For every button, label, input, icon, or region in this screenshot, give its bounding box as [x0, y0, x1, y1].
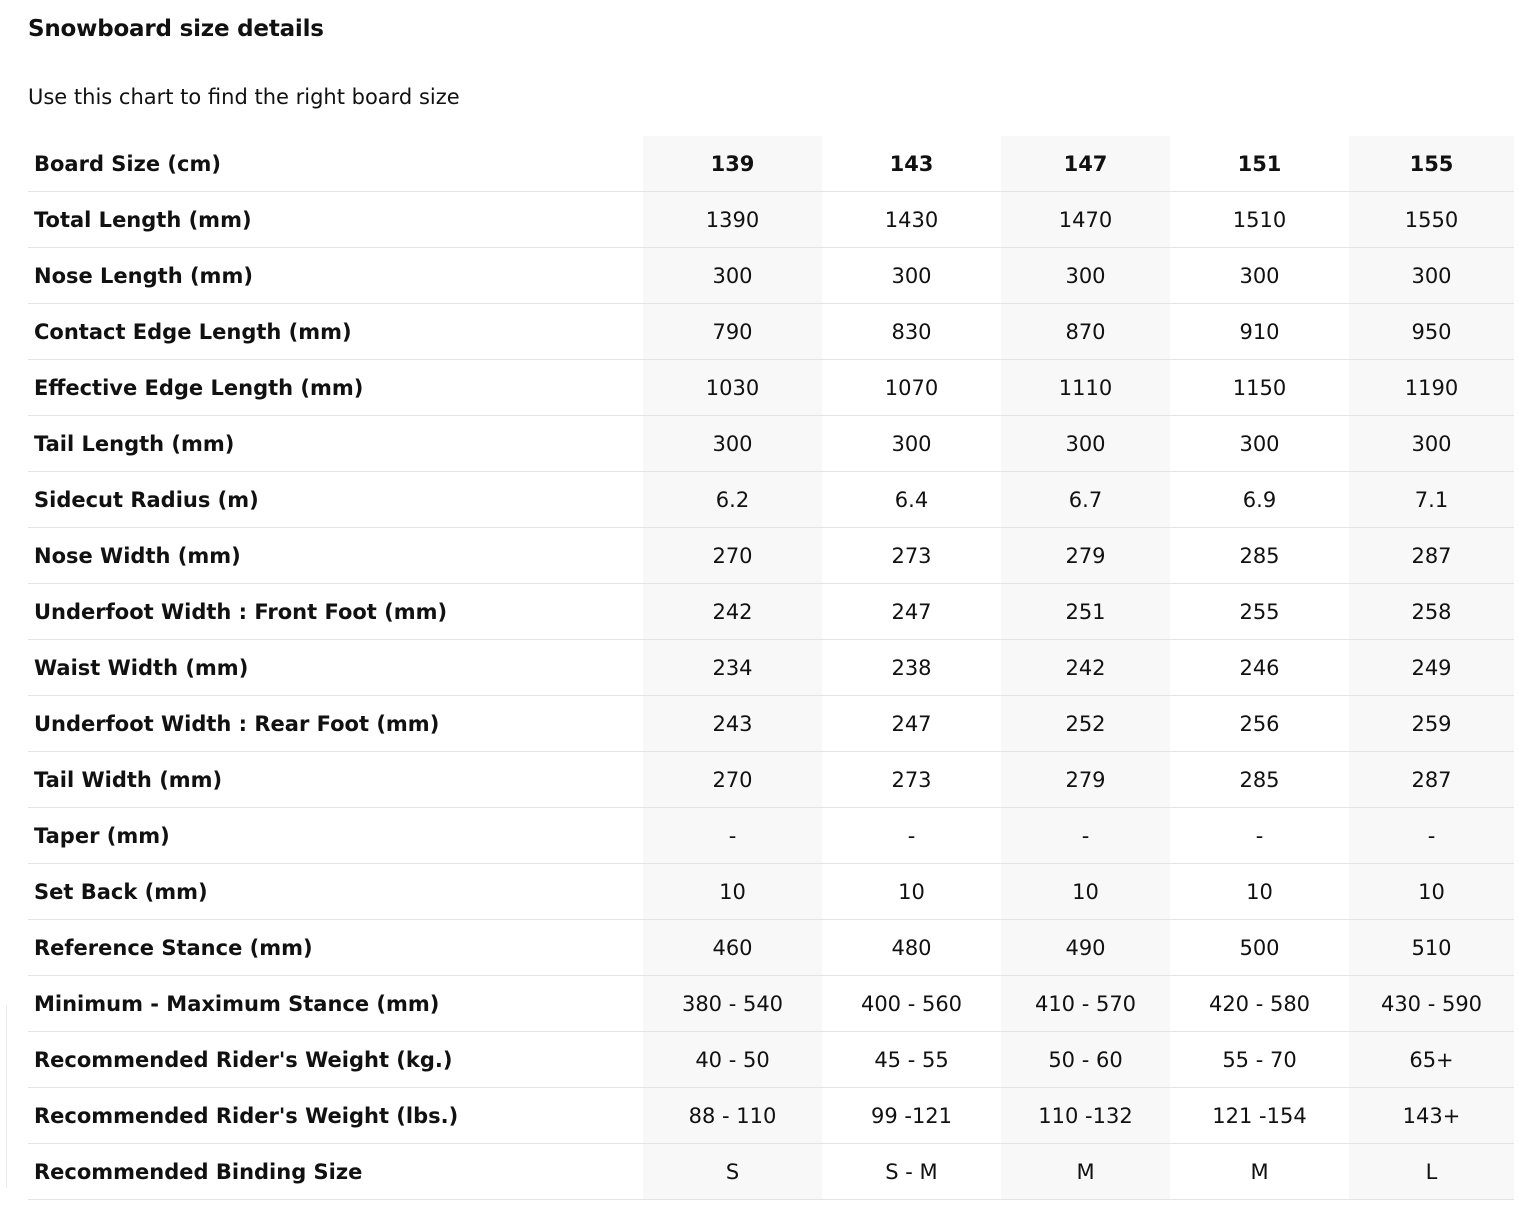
- value-cell: 1030: [643, 360, 822, 416]
- table-row: [28, 1088, 1514, 1144]
- value-cell: 500: [1170, 920, 1349, 976]
- value-cell: 279: [1001, 528, 1170, 584]
- value-cell: 255: [1170, 584, 1349, 640]
- value-cell: 1190: [1349, 360, 1514, 416]
- row-label: Contact Edge Length (mm): [28, 304, 643, 360]
- value-cell: 300: [1349, 416, 1514, 472]
- row-label: Sidecut Radius (m): [28, 472, 643, 528]
- row-label: Tail Width (mm): [28, 752, 643, 808]
- table-row: [28, 248, 1514, 304]
- row-label: Underfoot Width : Rear Foot (mm): [28, 696, 643, 752]
- value-cell: 510: [1349, 920, 1514, 976]
- value-cell: 1390: [643, 192, 822, 248]
- value-cell: 65+: [1349, 1032, 1514, 1088]
- table-body: [28, 192, 1514, 1200]
- value-cell: 1430: [822, 192, 1001, 248]
- value-cell: 247: [822, 584, 1001, 640]
- value-cell: 870: [1001, 304, 1170, 360]
- value-cell: 1110: [1001, 360, 1170, 416]
- value-cell: L: [1349, 1144, 1514, 1200]
- page-subtitle: Use this chart to find the right board size: [28, 85, 460, 109]
- value-cell: 10: [1001, 864, 1170, 920]
- table-row: [28, 528, 1514, 584]
- row-label: Nose Width (mm): [28, 528, 643, 584]
- size-header: 139: [643, 136, 822, 192]
- value-cell: 40 - 50: [643, 1032, 822, 1088]
- table-row: [28, 304, 1514, 360]
- value-cell: 45 - 55: [822, 1032, 1001, 1088]
- value-cell: -: [822, 808, 1001, 864]
- value-cell: 243: [643, 696, 822, 752]
- value-cell: 950: [1349, 304, 1514, 360]
- value-cell: 50 - 60: [1001, 1032, 1170, 1088]
- value-cell: 480: [822, 920, 1001, 976]
- row-label: Recommended Rider's Weight (lbs.): [28, 1088, 643, 1144]
- value-cell: 300: [822, 416, 1001, 472]
- value-cell: S: [643, 1144, 822, 1200]
- value-cell: 242: [1001, 640, 1170, 696]
- value-cell: 300: [643, 248, 822, 304]
- value-cell: 256: [1170, 696, 1349, 752]
- row-label: Underfoot Width : Front Foot (mm): [28, 584, 643, 640]
- value-cell: M: [1170, 1144, 1349, 1200]
- table-row: [28, 584, 1514, 640]
- value-cell: 430 - 590: [1349, 976, 1514, 1032]
- value-cell: 273: [822, 752, 1001, 808]
- value-cell: 121 -154: [1170, 1088, 1349, 1144]
- value-cell: 300: [1349, 248, 1514, 304]
- size-header: 155: [1349, 136, 1514, 192]
- value-cell: 6.4: [822, 472, 1001, 528]
- value-cell: 6.7: [1001, 472, 1170, 528]
- value-cell: 300: [1170, 416, 1349, 472]
- value-cell: 10: [1170, 864, 1349, 920]
- value-cell: 249: [1349, 640, 1514, 696]
- value-cell: 258: [1349, 584, 1514, 640]
- value-cell: 1510: [1170, 192, 1349, 248]
- value-cell: -: [1349, 808, 1514, 864]
- value-cell: 270: [643, 752, 822, 808]
- table-row: [28, 976, 1514, 1032]
- value-cell: 259: [1349, 696, 1514, 752]
- value-cell: 1470: [1001, 192, 1170, 248]
- value-cell: 790: [643, 304, 822, 360]
- header-label: Board Size (cm): [28, 136, 643, 192]
- value-cell: 251: [1001, 584, 1170, 640]
- row-label: Waist Width (mm): [28, 640, 643, 696]
- row-label: Recommended Rider's Weight (kg.): [28, 1032, 643, 1088]
- value-cell: 242: [643, 584, 822, 640]
- value-cell: 273: [822, 528, 1001, 584]
- row-label: Taper (mm): [28, 808, 643, 864]
- table-row: [28, 640, 1514, 696]
- row-label: Recommended Binding Size: [28, 1144, 643, 1200]
- table-row: [28, 808, 1514, 864]
- row-label: Total Length (mm): [28, 192, 643, 248]
- table-row: [28, 920, 1514, 976]
- value-cell: S - M: [822, 1144, 1001, 1200]
- value-cell: -: [1001, 808, 1170, 864]
- table-header-row: [28, 136, 1514, 192]
- size-chart-table: [28, 136, 1514, 1200]
- value-cell: 270: [643, 528, 822, 584]
- table-row: [28, 1032, 1514, 1088]
- value-cell: 420 - 580: [1170, 976, 1349, 1032]
- table-row: [28, 192, 1514, 248]
- value-cell: 300: [822, 248, 1001, 304]
- value-cell: 1150: [1170, 360, 1349, 416]
- value-cell: M: [1001, 1144, 1170, 1200]
- table-row: [28, 360, 1514, 416]
- size-header: 151: [1170, 136, 1349, 192]
- value-cell: 7.1: [1349, 472, 1514, 528]
- value-cell: 238: [822, 640, 1001, 696]
- value-cell: 252: [1001, 696, 1170, 752]
- row-label: Effective Edge Length (mm): [28, 360, 643, 416]
- value-cell: 6.9: [1170, 472, 1349, 528]
- value-cell: 400 - 560: [822, 976, 1001, 1032]
- size-header: 143: [822, 136, 1001, 192]
- value-cell: 6.2: [643, 472, 822, 528]
- row-label: Set Back (mm): [28, 864, 643, 920]
- value-cell: 287: [1349, 752, 1514, 808]
- value-cell: 10: [822, 864, 1001, 920]
- page-title: Snowboard size details: [28, 16, 324, 42]
- value-cell: 460: [643, 920, 822, 976]
- value-cell: 143+: [1349, 1088, 1514, 1144]
- row-label: Minimum - Maximum Stance (mm): [28, 976, 643, 1032]
- value-cell: 410 - 570: [1001, 976, 1170, 1032]
- value-cell: 99 -121: [822, 1088, 1001, 1144]
- size-header: 147: [1001, 136, 1170, 192]
- table-row: [28, 864, 1514, 920]
- row-label: Tail Length (mm): [28, 416, 643, 472]
- value-cell: 285: [1170, 528, 1349, 584]
- value-cell: 287: [1349, 528, 1514, 584]
- value-cell: 10: [1349, 864, 1514, 920]
- row-label: Reference Stance (mm): [28, 920, 643, 976]
- value-cell: 300: [1001, 416, 1170, 472]
- left-edge-divider: [6, 1005, 7, 1188]
- value-cell: 246: [1170, 640, 1349, 696]
- value-cell: 234: [643, 640, 822, 696]
- table-row: [28, 472, 1514, 528]
- row-label: Nose Length (mm): [28, 248, 643, 304]
- value-cell: 300: [1170, 248, 1349, 304]
- value-cell: 55 - 70: [1170, 1032, 1349, 1088]
- value-cell: 247: [822, 696, 1001, 752]
- value-cell: 88 - 110: [643, 1088, 822, 1144]
- value-cell: 10: [643, 864, 822, 920]
- value-cell: 830: [822, 304, 1001, 360]
- value-cell: 1070: [822, 360, 1001, 416]
- table-row: [28, 696, 1514, 752]
- table-row: [28, 416, 1514, 472]
- value-cell: 285: [1170, 752, 1349, 808]
- value-cell: -: [643, 808, 822, 864]
- value-cell: 110 -132: [1001, 1088, 1170, 1144]
- value-cell: 380 - 540: [643, 976, 822, 1032]
- value-cell: 279: [1001, 752, 1170, 808]
- value-cell: 910: [1170, 304, 1349, 360]
- table-row: [28, 1144, 1514, 1200]
- value-cell: -: [1170, 808, 1349, 864]
- value-cell: 490: [1001, 920, 1170, 976]
- value-cell: 1550: [1349, 192, 1514, 248]
- value-cell: 300: [1001, 248, 1170, 304]
- table-row: [28, 752, 1514, 808]
- value-cell: 300: [643, 416, 822, 472]
